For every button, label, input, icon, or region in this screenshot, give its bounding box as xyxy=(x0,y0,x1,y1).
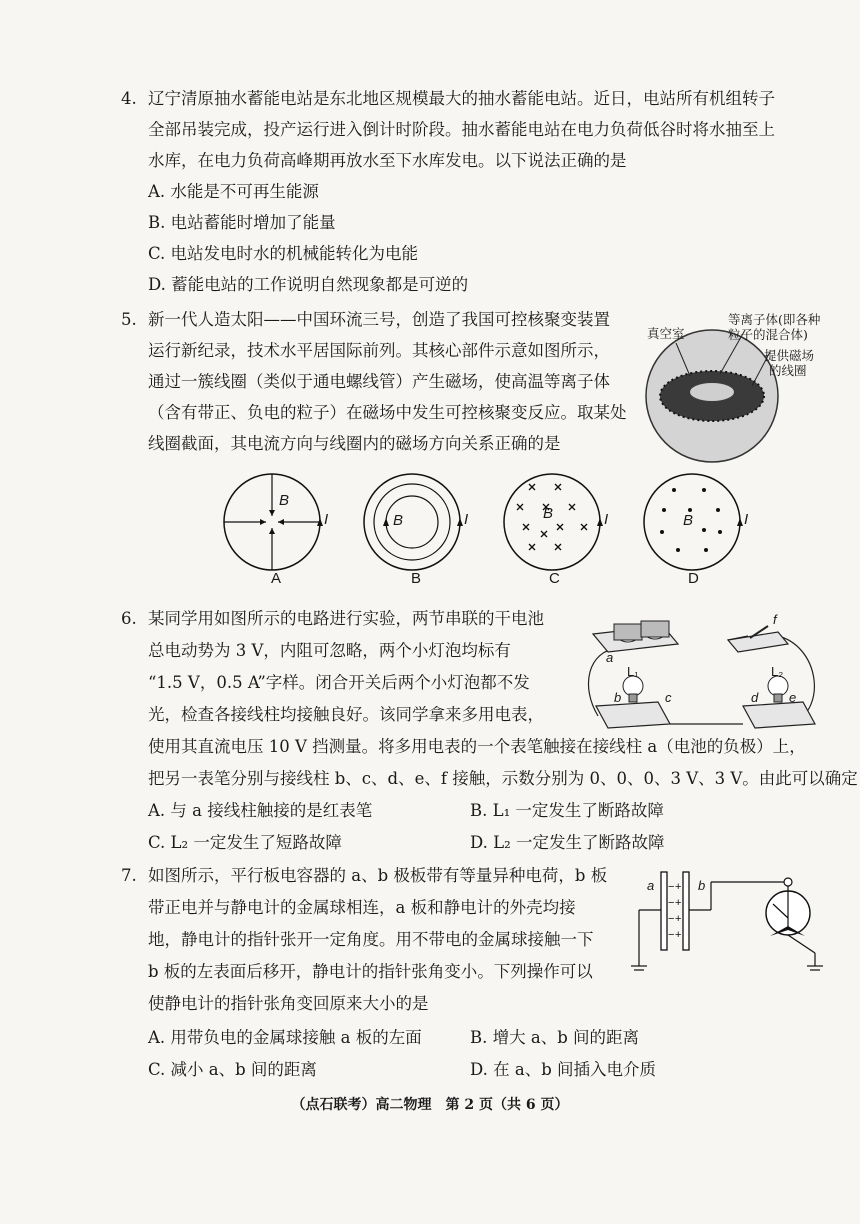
dot-mark xyxy=(660,530,664,534)
q4-option-c: C. 电站发电时水的机械能转化为电能 xyxy=(148,244,419,263)
svg-text:−: − xyxy=(668,913,675,925)
terminal-b: b xyxy=(614,690,622,705)
diagram-c xyxy=(502,472,612,572)
q5-number: 5. xyxy=(121,310,137,329)
q4-number: 4. xyxy=(121,89,137,108)
q4-option-b: B. 电站蓄能时增加了能量 xyxy=(148,213,336,232)
diagram-b xyxy=(362,472,472,572)
q6-option-c: C. L₂ 一定发生了短路故障 xyxy=(148,833,342,852)
diagram-a xyxy=(222,472,332,572)
lamp-l1-label: L₁ xyxy=(627,664,639,679)
q6-line-1: 某同学用如图所示的电路进行实验，两节串联的干电池 xyxy=(148,609,544,628)
q7-option-d: D. 在 a、b 间插入电介质 xyxy=(470,1060,657,1079)
q6-line-3: “1.5 V，0.5 A”字样。闭合开关后两个小灯泡都不发 xyxy=(148,673,530,692)
svg-text:−: − xyxy=(668,929,675,941)
q7-line-2: 带正电并与静电计的金属球相连，a 板和静电计的外壳均接 xyxy=(148,898,576,917)
q4-line-1: 辽宁清原抽水蓄能电站是东北地区规模最大的抽水蓄能电站。近日，电站所有机组转子 xyxy=(148,89,775,108)
q7-number: 7. xyxy=(121,866,137,885)
dot-mark xyxy=(704,548,708,552)
c-b-label: B xyxy=(543,505,554,522)
choice-c-label: C xyxy=(549,570,560,587)
dot-mark xyxy=(676,548,680,552)
terminal-d: d xyxy=(751,690,759,705)
q7-option-b: B. 增大 a、b 间的距离 xyxy=(470,1028,640,1047)
label-plasma-2: 粒子的混合体) xyxy=(728,327,808,342)
q4-line-2: 全部吊装完成，投产运行进入倒计时阶段。抽水蓄能电站在电力负荷低谷时将水抽至上 xyxy=(148,120,775,139)
label-coil-1: 提供磁场 xyxy=(764,348,815,363)
q7-line-4: b 板的左表面后移开，静电计的指针张角变小。下列操作可以 xyxy=(148,962,593,981)
circuit-figure xyxy=(578,606,828,736)
c-i-label: I xyxy=(604,511,609,528)
dot-mark xyxy=(672,488,676,492)
dot-mark xyxy=(662,508,666,512)
q5-line-1: 新一代人造太阳——中国环流三号，创造了我国可控核聚变装置 xyxy=(148,310,610,329)
q7-line-3: 地，静电计的指针张开一定角度。用不带电的金属球接触一下 xyxy=(148,930,594,949)
q5-line-2: 运行新纪录，技术水平居国际前列。其核心部件示意如图所示， xyxy=(148,341,610,360)
b-b-label: B xyxy=(393,512,404,529)
q5-line-3: 通过一簇线圈（类似于通电螺线管）产生磁场，使高温等离子体 xyxy=(148,372,610,391)
q4-option-d: D. 蓄能电站的工作说明自然现象都是可逆的 xyxy=(148,275,469,294)
d-i-label: I xyxy=(744,511,749,528)
terminal-f: f xyxy=(773,612,777,627)
terminal-e: e xyxy=(789,690,797,705)
svg-text:+: + xyxy=(675,881,682,893)
choice-d-label: D xyxy=(688,570,699,587)
q5-line-4: （含有带正、负电的粒子）在磁场中发生可控核聚变反应。取某处 xyxy=(148,403,627,422)
q7-option-a: A. 用带负电的金属球接触 a 板的左面 xyxy=(148,1028,422,1047)
q6-line-6: 把另一表笔分别与接线柱 b、c、d、e、f 接触，示数分别为 0、0、0、3 V、3 V。由此可以确定 xyxy=(148,769,858,788)
plate-b-label: b xyxy=(698,878,706,893)
label-plasma-1: 等离子体(即各种 xyxy=(728,312,821,327)
q6-line-2: 总电动势为 3 V，内阻可忽略，两个小灯泡均标有 xyxy=(148,641,511,660)
svg-text:+: + xyxy=(675,897,682,909)
dot-mark xyxy=(716,508,720,512)
a-i-label: I xyxy=(324,511,329,528)
label-coil-2: 的线圈 xyxy=(769,363,807,378)
dot-mark xyxy=(702,488,706,492)
q6-option-d: D. L₂ 一定发生了断路故障 xyxy=(470,833,665,852)
dot-mark xyxy=(718,530,722,534)
svg-text:+: + xyxy=(675,929,682,941)
a-b-label: B xyxy=(279,492,290,509)
q6-option-a: A. 与 a 接线柱触接的是红表笔 xyxy=(148,801,373,820)
q7-line-5: 使静电计的指针张角变回原来大小的是 xyxy=(148,994,429,1013)
terminal-c: c xyxy=(665,690,672,705)
diagram-d xyxy=(642,472,752,572)
svg-text:−: − xyxy=(668,897,675,909)
q6-option-b: B. L₁ 一定发生了断路故障 xyxy=(470,801,664,820)
capacitor-figure xyxy=(625,868,830,980)
q4-option-a: A. 水能是不可再生能源 xyxy=(148,182,319,201)
svg-text:−: − xyxy=(668,881,675,893)
choice-a-label: A xyxy=(271,570,282,587)
q6-number: 6. xyxy=(121,609,137,628)
choice-b-label: B xyxy=(411,570,422,587)
q7-option-c: C. 减小 a、b 间的距离 xyxy=(148,1060,317,1079)
d-b-label: B xyxy=(683,512,694,529)
terminal-a: a xyxy=(606,650,614,665)
dot-mark xyxy=(702,528,706,532)
b-i-label: I xyxy=(464,511,469,528)
q4-line-3: 水库，在电力负荷高峰期再放水至下水库发电。以下说法正确的是 xyxy=(148,151,627,170)
svg-text:+: + xyxy=(675,913,682,925)
q6-line-4: 光，检查各接线柱均接触良好。该同学拿来多用电表， xyxy=(148,705,544,724)
plate-a-label: a xyxy=(647,878,655,893)
page-footer: （点石联考）高二物理 第 2 页（共 6 页） xyxy=(291,1097,569,1113)
q7-line-1: 如图所示，平行板电容器的 a、b 极板带有等量异种电荷，b 板 xyxy=(148,866,608,885)
q6-line-5: 使用其直流电压 10 V 挡测量。将多用电表的一个表笔触接在接线柱 a（电池的负极）上， xyxy=(148,737,806,756)
label-vacuum: 真空室 xyxy=(647,326,685,341)
q5-line-5: 线圈截面，其电流方向与线圈内的磁场方向关系正确的是 xyxy=(148,434,561,453)
lamp-l2-label: L₂ xyxy=(771,664,784,679)
